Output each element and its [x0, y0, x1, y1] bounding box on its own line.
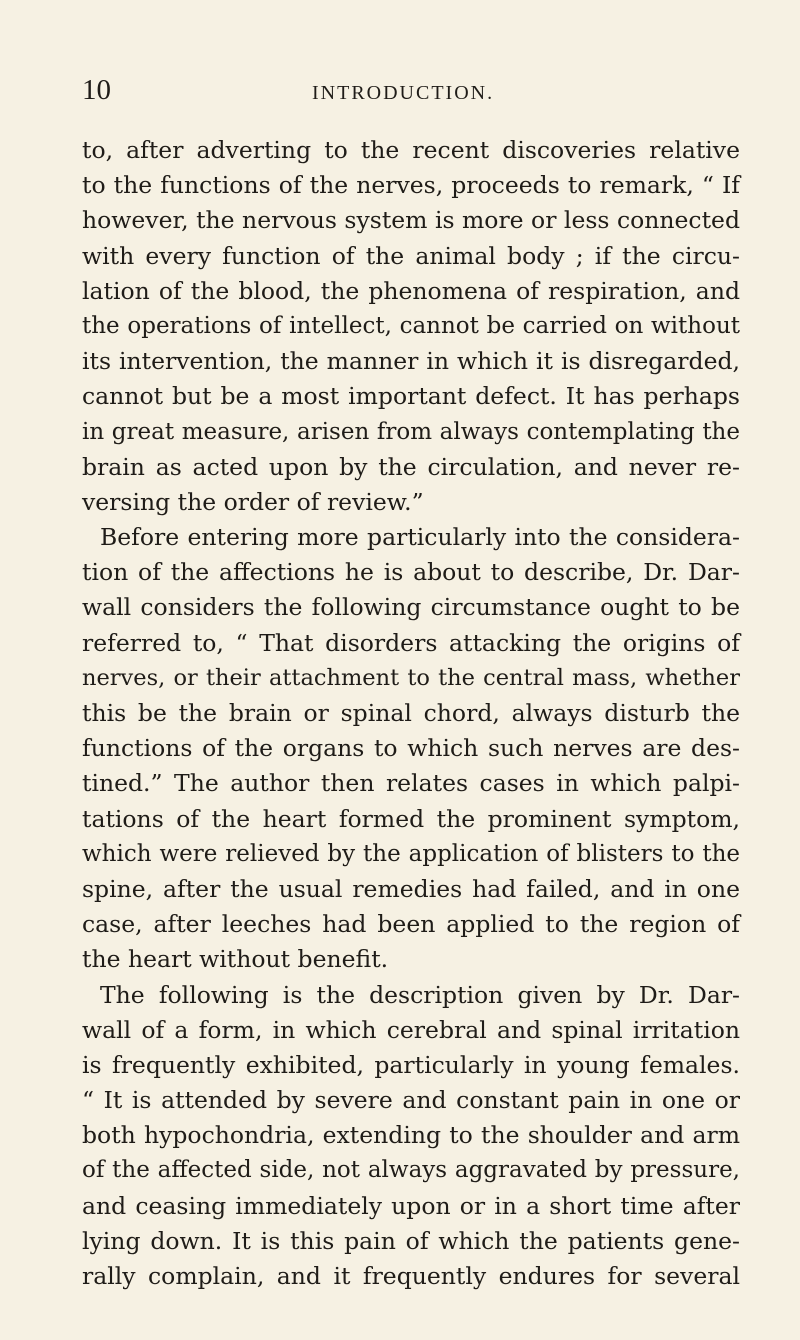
text-line: lying down. It is this pain of which the patients gene- [82, 1226, 740, 1255]
text-line: spine, after the usual remedies had failed, and in one [82, 874, 740, 903]
running-title: INTRODUCTION. [312, 82, 495, 104]
text-line: case, after leeches had been applied to the region of [82, 910, 740, 939]
text-line: the operations of intellect, cannot be carried on without [82, 312, 740, 339]
text-line: of the affected side, not always aggravated by pressure, [82, 1157, 740, 1184]
text-line: to the functions of the nerves, proceeds to remark, “ If [82, 171, 740, 200]
text-line: lation of the blood, the phenomena of respiration, and [82, 276, 740, 305]
text-line: brain as acted upon by the circulation, and never re- [82, 452, 740, 481]
text-line: referred to, “ That disorders attacking the origins of [82, 628, 740, 657]
text-line: with every function of the animal body ; if the circu- [82, 241, 740, 270]
text-line: tined.” The author then relates cases in which palpi- [82, 769, 740, 798]
text-line: cannot but be a most important defect. It has perhaps [82, 382, 740, 411]
text-line: The following is the description given by Dr. Dar- [100, 980, 740, 1009]
text-line: rally complain, and it frequently endures for several [82, 1262, 740, 1290]
text-line: nerves, or their attachment to the central mass, whether [82, 664, 740, 691]
text-line: Before entering more particularly into the considera- [100, 523, 740, 552]
text-line: functions of the organs to which such nerves are des- [82, 734, 740, 763]
text-line: however, the nervous system is more or less connected [82, 206, 740, 235]
body-text [82, 133, 740, 1294]
text-line: wall considers the following circumstance ought to be [82, 593, 740, 622]
text-line: which were relieved by the application of blisters to the [82, 840, 740, 867]
text-line: the heart without benefit. [82, 945, 389, 974]
text-line: tion of the affections he is about to describe, Dr. Dar- [82, 558, 740, 587]
running-head [82, 72, 742, 108]
text-line: “ It is attended by severe and constant pain in one or [82, 1086, 740, 1115]
text-line: both hypochondria, extending to the shoulder and arm [82, 1121, 740, 1150]
text-line: and ceasing immediately upon or in a short time after [82, 1191, 740, 1220]
text-line: wall of a form, in which cerebral and spinal irritation [82, 1015, 740, 1044]
text-line: this be the brain or spinal chord, always disturb the [82, 699, 740, 727]
text-line: versing the order of review.” [82, 487, 424, 516]
text-line: tations of the heart formed the prominent symptom, [82, 804, 740, 833]
text-line: its intervention, the manner in which it is disregarded, [82, 347, 740, 376]
text-line: to, after adverting to the recent discoveries relative [82, 136, 740, 164]
page-number: 10 [82, 74, 111, 106]
text-line: is frequently exhibited, particularly in young females. [82, 1050, 740, 1079]
text-line: in great measure, arisen from always contemplating the [82, 418, 740, 445]
